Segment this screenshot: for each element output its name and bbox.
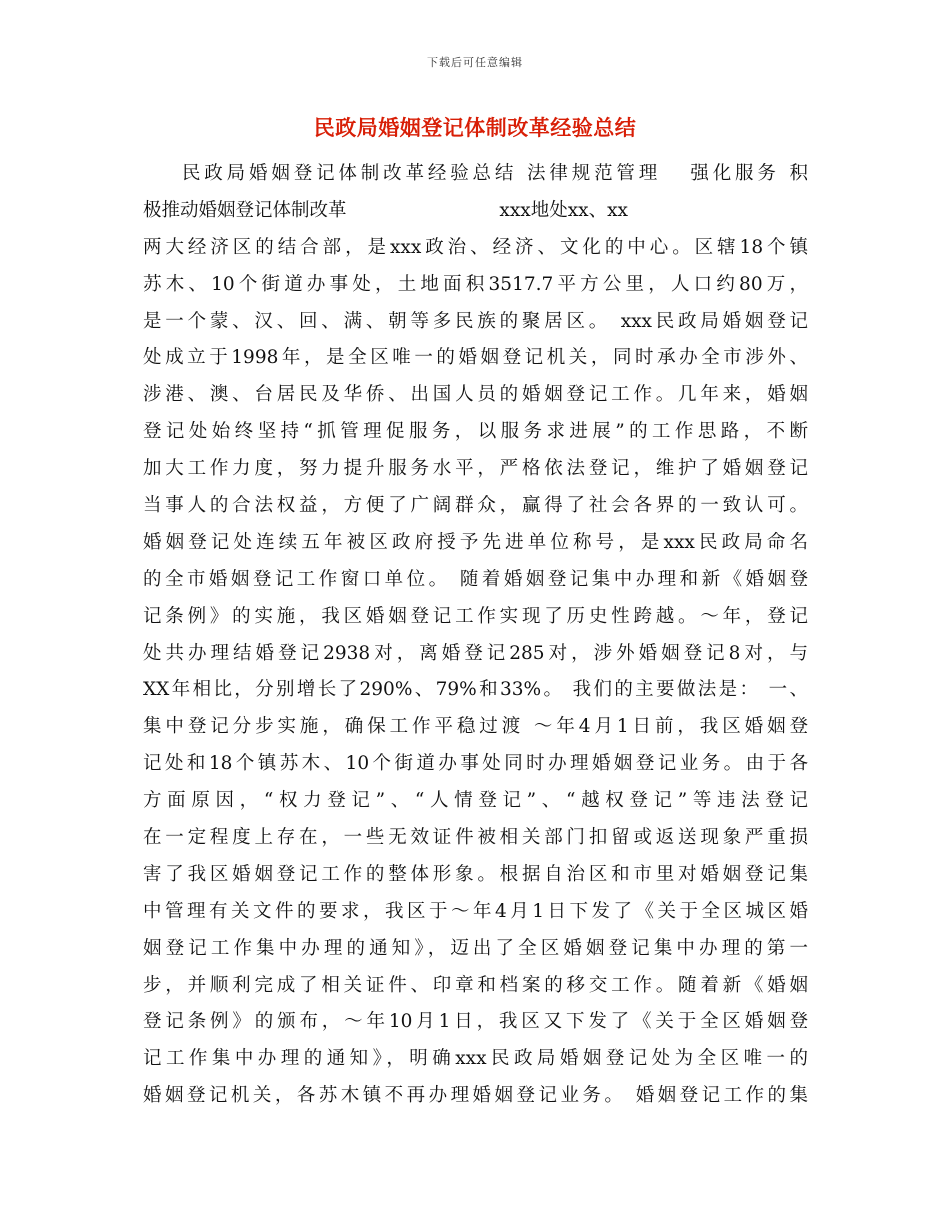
body-line: 处成立于1998年，是全区唯一的婚姻登记机关，同时承办全市涉外、	[143, 347, 808, 369]
body-line: 在一定程度上存在，一些无效证件被相关部门扣留或返送现象严重损	[143, 827, 808, 849]
body-line: 步，并顺利完成了相关证件、印章和档案的移交工作。随着新《婚姻	[143, 974, 808, 996]
body-line: 民政局婚姻登记体制改革经验总结 法律规范管理 强化服务 积	[143, 163, 808, 184]
body-line: 婚姻登记机关，各苏木镇不再办理婚姻登记业务。 婚姻登记工作的集	[143, 1085, 808, 1107]
body-line: 方面原因，“权力登记”、“人情登记”、“越权登记”等违法登记	[143, 790, 808, 812]
document-body	[143, 156, 808, 1115]
body-line: 中管理有关文件的要求，我区于～年4月1日下发了《关于全区城区婚	[143, 900, 808, 922]
body-line: 极推动婚姻登记体制改革 xxx地处xx、xx	[143, 199, 628, 221]
document-title: 民政局婚姻登记体制改革经验总结	[313, 115, 637, 140]
header-note: 下载后可任意编辑	[427, 56, 523, 69]
body-line: 害了我区婚姻登记工作的整体形象。根据自治区和市里对婚姻登记集	[143, 863, 808, 885]
body-line: 的全市婚姻登记工作窗口单位。 随着婚姻登记集中办理和新《婚姻登	[143, 568, 808, 590]
body-line: 记条例》的实施，我区婚姻登记工作实现了历史性跨越。～年，登记	[143, 605, 808, 627]
body-line: XX年相比，分别增长了290%、79%和33%。 我们的主要做法是： 一、	[143, 679, 808, 701]
body-line: 记处和18个镇苏木、10个街道办事处同时办理婚姻登记业务。由于各	[143, 753, 808, 775]
body-line: 集中登记分步实施，确保工作平稳过渡 ～年4月1日前，我区婚姻登	[143, 716, 808, 738]
body-line: 两大经济区的结合部，是xxx政治、经济、文化的中心。区辖18个镇	[143, 236, 808, 258]
body-line: 苏木、10个街道办事处，土地面积3517.7平方公里，人口约80万，	[143, 273, 808, 295]
body-line: 是一个蒙、汉、回、满、朝等多民族的聚居区。 xxx民政局婚姻登记	[143, 310, 808, 332]
body-line: 记工作集中办理的通知》，明确xxx民政局婚姻登记处为全区唯一的	[143, 1048, 808, 1070]
body-line: 处共办理结婚登记2938对，离婚登记285对，涉外婚姻登记8对，与	[143, 642, 808, 664]
body-line: 登记条例》的颁布，～年10月1日，我区又下发了《关于全区婚姻登	[143, 1011, 808, 1033]
body-line: 婚姻登记处连续五年被区政府授予先进单位称号，是xxx民政局命名	[143, 531, 808, 553]
body-line: 姻登记工作集中办理的通知》，迈出了全区婚姻登记集中办理的第一	[143, 937, 808, 959]
body-line: 涉港、澳、台居民及华侨、出国人员的婚姻登记工作。几年来，婚姻	[143, 384, 808, 406]
body-line: 当事人的合法权益，方便了广阔群众，赢得了社会各界的一致认可。	[143, 495, 808, 517]
body-line: 登记处始终坚持“抓管理促服务，以服务求进展”的工作思路，不断	[143, 421, 808, 443]
body-line: 加大工作力度，努力提升服务水平，严格依法登记，维护了婚姻登记	[143, 458, 808, 480]
